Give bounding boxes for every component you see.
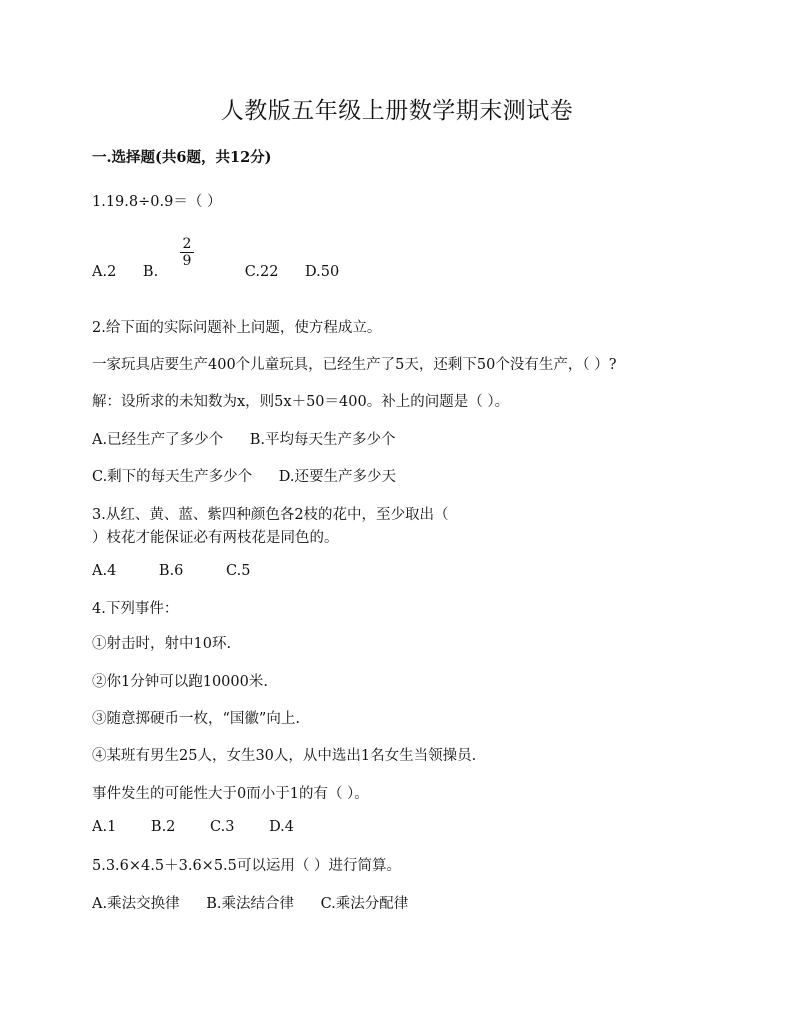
question-1-stem: 1.19.8÷0.9＝（ ） (92, 194, 222, 210)
q1-option-c[interactable]: C.22 (244, 264, 279, 280)
q2-option-d[interactable]: D.还要生产多少天 (278, 469, 397, 485)
q3-option-a[interactable]: A.4 (92, 563, 117, 579)
q4-option-d[interactable]: D.4 (269, 819, 295, 835)
question-5-stem: 5.3.6×4.5＋3.6×5.5可以运用（ ）进行简算。 (92, 858, 401, 874)
question-3-stem-line-2: ）枝花才能保证必有两枝花是同色的。 (92, 530, 339, 546)
q4-event-4: ④某班有男生25人，女生30人，从中选出1名女生当领操员. (92, 748, 477, 764)
q4-option-b[interactable]: B.2 (150, 819, 176, 835)
q1-option-b[interactable]: B. (142, 264, 159, 280)
question-1-options (92, 264, 361, 280)
q2-option-b[interactable]: B.平均每天生产多少个 (249, 432, 396, 448)
q5-option-c[interactable]: C.乘法分配律 (320, 896, 409, 912)
section-heading: 一.选择题(共6题，共12分) (92, 149, 272, 166)
q4-event-1: ①射击时，射中10环. (92, 636, 232, 652)
question-4-stem: 4.下列事件： (92, 601, 179, 617)
question-2-options-row-1 (92, 428, 417, 449)
q5-option-b[interactable]: B.乘法结合律 (206, 896, 294, 912)
q3-option-b[interactable]: B.6 (158, 563, 184, 579)
question-2-options-row-2 (92, 465, 418, 486)
q2-option-c[interactable]: C.剩下的每天生产多少个 (92, 469, 253, 485)
fraction-numerator: 2 (182, 236, 192, 252)
q1-option-b-fraction (180, 236, 194, 269)
q1-option-d[interactable]: D.50 (305, 264, 340, 280)
fraction-denominator: 9 (182, 253, 192, 269)
question-4-options (92, 819, 316, 835)
question-3-stem-line-1: 3.从红、黄、蓝、紫四种颜色各2枝的花中，至少取出（ (92, 507, 449, 523)
question-2-solution: 解：设所求的未知数为x，则5x＋50＝400。补上的问题是（ ）。 (92, 394, 510, 410)
question-2-stem: 2.给下面的实际问题补上问题，使方程成立。 (92, 320, 382, 336)
q4-event-2: ②你1分钟可以跑10000米. (92, 674, 268, 690)
q4-option-c[interactable]: C.3 (210, 819, 235, 835)
q4-option-a[interactable]: A.1 (92, 819, 117, 835)
q5-option-a[interactable]: A.乘法交换律 (92, 896, 180, 912)
q3-option-c[interactable]: C.5 (226, 563, 251, 579)
question-2-context: 一家玩具店要生产400个儿童玩具，已经生产了5天，还剩下50个没有生产，（ ）? (92, 357, 617, 373)
page-title: 人教版五年级上册数学期末测试卷 (220, 98, 574, 124)
q1-option-a[interactable]: A.2 (92, 264, 117, 280)
question-3-options (92, 563, 272, 579)
question-4-prompt: 事件发生的可能性大于0而小于1的有（ ）。 (92, 786, 369, 802)
question-5-options (92, 892, 430, 913)
q2-option-a[interactable]: A.已经生产了多少个 (92, 432, 224, 448)
q4-event-3: ③随意掷硬币一枚，“国徽”向上. (92, 711, 300, 727)
